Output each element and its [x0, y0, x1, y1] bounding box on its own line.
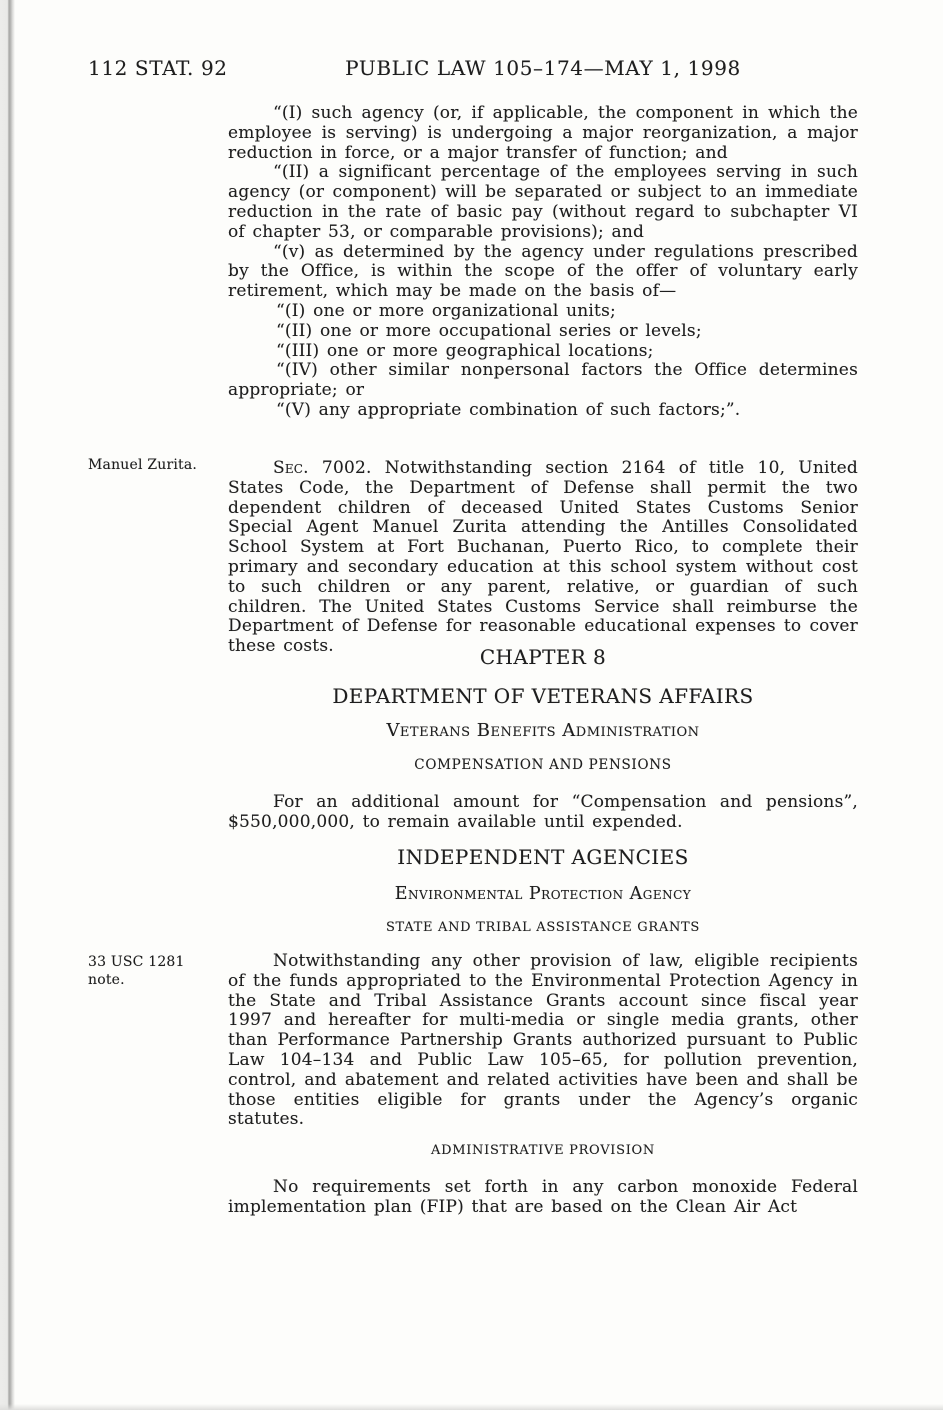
section-label: Sec.	[273, 458, 309, 478]
section-7002-block	[228, 459, 858, 657]
epa-grants-paragraph: Notwithstanding any other provision of law, eligible recipients of the funds appropriated to the Environmental Protection Agency in the State and Tribal Assistance Grants account since fiscal year 1997 and hereafter for multi-media or single media grants, other than Performance Partnership Grants authorized pursuant to Public Law 104–134 and Public Law 105–65, for pollution prevention, control, and abatement and related activities have been and shall be those entities eligible for grants under the Agency’s organic statutes.	[228, 951, 858, 1130]
heading-independent-agencies: INDEPENDENT AGENCIES	[397, 845, 689, 869]
margin-note-line: 33 USC 1281	[88, 954, 185, 970]
compensation-paragraph: For an additional amount for “Compensation and pensions”, $550,000,000, to remain available until expended.	[228, 792, 858, 832]
heading-compensation-and-pensions: COMPENSATION AND PENSIONS	[414, 757, 672, 773]
clause-v-paragraph: “(v) as determined by the agency under regulations prescribed by the Office, is within the scope of the offer of voluntary early retirement, which may be made on the basis of—	[228, 241, 858, 302]
heading-veterans-benefits-administration: Veterans Benefits Administration	[386, 720, 700, 741]
heading-department-veterans-affairs: DEPARTMENT OF VETERANS AFFAIRS	[332, 684, 754, 708]
margin-note-usc-citation	[88, 954, 218, 989]
margin-note-manuel-zurita: Manuel Zurita.	[88, 457, 198, 473]
heading-environmental-protection-agency: Environmental Protection Agency	[394, 884, 692, 904]
compensation-block	[228, 793, 858, 833]
epa-grants-block	[228, 952, 858, 1130]
clause-I-paragraph: “(I) such agency (or, if applicable, the component in which the employee is serving) is undergoing a major reorganization, a major reduction in force, or a major transfer of function; and	[228, 103, 858, 163]
section-7002-paragraph	[228, 459, 858, 657]
heading-state-tribal-assistance-grants: STATE AND TRIBAL ASSISTANCE GRANTS	[385, 920, 701, 935]
scan-left-edge	[0, 0, 15, 1410]
subitem-I: “(I) one or more organizational units;	[276, 300, 616, 321]
stat-page-number: 112 STAT. 92	[88, 56, 228, 80]
heading-administrative-provision: ADMINISTRATIVE PROVISION	[431, 1143, 655, 1158]
margin-note-line: note.	[88, 971, 125, 988]
section-7002-text: 7002. Notwithstanding section 2164 of title 10, United States Code, the Department of Defense shall permit the two dependent children of deceased United States Customs Senior Special Agent Manuel Zurita attending the Antilles Consolidated School System at Fort Buchanan, Puerto Rico, to complete their primary and secondary education at this school system without cost to such children or any parent, relative, or guardian of such children. The United States Customs Service shall reimburse the Department of Defense for reasonable educational expenses to cover these costs.	[228, 458, 858, 657]
scan-bottom-edge	[0, 1404, 943, 1410]
administrative-provision-block	[228, 1178, 858, 1218]
heading-chapter-8: CHAPTER 8	[479, 645, 607, 669]
subitem-V: “(V) any appropriate combination of such factors;”.	[276, 399, 741, 420]
subitem-IV: “(IV) other similar nonpersonal factors the Office determines appropriate; or	[228, 360, 858, 401]
subitem-II: “(II) one or more occupational series or levels;	[276, 320, 702, 341]
subitem-III: “(III) one or more geographical locations;	[276, 340, 654, 361]
quoted-clauses-block	[228, 104, 858, 421]
clause-II-paragraph: “(II) a significant percentage of the employees serving in such agency (or component) will be separated or subject to an immediate reduction in the rate of basic pay (without regard to subchapter VI of chapter 53, or comparable provisions); and	[228, 162, 858, 242]
public-law-title: PUBLIC LAW 105–174—MAY 1, 1998	[345, 56, 741, 80]
administrative-provision-paragraph: No requirements set forth in any carbon monoxide Federal implementation plan (FIP) that are based on the Clean Air Act	[228, 1177, 858, 1217]
